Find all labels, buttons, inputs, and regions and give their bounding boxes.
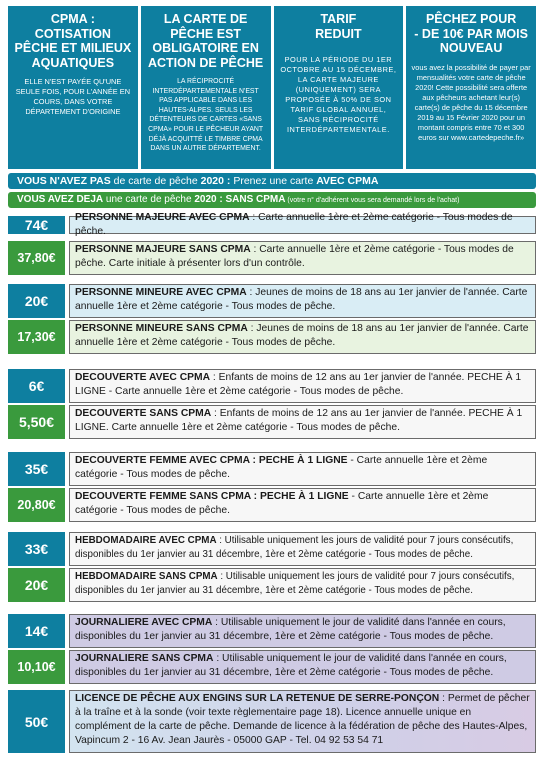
tariff-price: 33€: [8, 532, 65, 566]
tariff-price: 20€: [8, 568, 65, 602]
info-box-title: LA CARTE DE PÊCHE EST OBLIGATOIRE EN ACTION DE PÊCHE: [147, 12, 264, 70]
banner-sans-carte: [8, 173, 536, 189]
banner-strong: 2020 : SANS CPMA: [194, 194, 286, 205]
tariff-description: [69, 284, 536, 318]
tariff-title: PERSONNE MAJEURE AVEC CPMA: [75, 212, 250, 223]
tariff-title: DECOUVERTE SANS CPMA: [75, 408, 212, 419]
tariff-price: 5,50€: [8, 405, 65, 439]
tariff-text: : Jeunes de moins de 18 ans au 1er janvier de l'année. Carte annuelle 1ère et 2ème catégorie - Tous modes de pêche.: [75, 323, 529, 348]
tariff-description: [69, 488, 536, 522]
info-box-cpma: [8, 6, 138, 169]
tariff-row: [8, 284, 536, 318]
tariff-price: 14€: [8, 614, 65, 648]
banner-text: Prenez une carte: [230, 175, 317, 187]
tariff-description: [69, 241, 536, 275]
tariff-text: - Carte annuelle 1ère et 2ème catégorie - Tous modes de pêche.: [75, 491, 489, 516]
tariff-row: [8, 614, 536, 648]
tariff-description: [69, 690, 536, 753]
info-box-text: ELLE N'EST PAYÉE QU'UNE SEULE FOIS, POUR L'ANNÉE EN COURS, DANS VOTRE DÉPARTEMENT D'ORIGINE: [15, 77, 131, 116]
tariff-text: : Utilisable uniquement le jour de validité dans l'année en cours, disponibles du 1er janvier au 31 décembre, 1ère et 2ème catégorie - Tous modes de pêche.: [75, 617, 506, 642]
tariff-description: [69, 452, 536, 486]
info-box-text: LA RÉCIPROCITÉ INTERDÉPARTEMENTALE N'EST PAS APPLICABLE DANS LES HAUTES-ALPES. SEULS LES DÉTENTEURS DE CARTES «SANS CPMA» POUR LE PÊCHEUR AYANT DÉJÀ ACQUITTÉ LE TIMBRE CPMA DANS UN AUTRE DÉPARTEMENT.: [148, 78, 264, 153]
tariff-row: [8, 405, 536, 439]
tariff-price: 35€: [8, 452, 65, 486]
tariff-text: : Utilisable uniquement les jours de validité pour 7 jours consécutifs, disponibles du 1er janvier au 31 décembre, 1ère et 2ème catégorie - Tous modes de pêche.: [75, 571, 515, 596]
banner-avec-carte: [8, 192, 536, 208]
tariff-title: LICENCE DE PÊCHE AUX ENGINS SUR LA RETENUE DE SERRE-PONÇON: [75, 693, 440, 704]
tariff-title: HEBDOMADAIRE AVEC CPMA: [75, 535, 217, 546]
info-box-title: PÊCHEZ POUR - DE 10€ PAR MOIS NOUVEAU: [414, 12, 528, 55]
tariff-row: [8, 650, 536, 684]
banner-strong: 2020 :: [200, 175, 231, 187]
tariff-text: : Permet de pêcher à la traîne et à la sonde (voir texte règlementaire page 18). Licence annuelle unique en complément de la carte de pêche. Demande de licence à la fédération de pêche des Hautes-Alpes, Vapincum 2 - 16 Av. Jean Jaurès - 05000 GAP - Tel. 04 92 53 54 71: [75, 693, 530, 746]
tariff-row: [8, 320, 536, 354]
tariff-row: [8, 241, 536, 275]
tariff-row: [8, 452, 536, 486]
banner-note: (votre n° d'adhérent vous sera demandé lors de l'achat): [285, 197, 460, 204]
tariff-description: [69, 405, 536, 439]
tariff-text: : Carte annuelle 1ère et 2ème catégorie - Tous modes de pêche. Carte initiale à présenter lors d'un contrôle.: [75, 244, 514, 269]
banner-strong: VOUS AVEZ DEJA: [17, 194, 104, 205]
tariff-price: 6€: [8, 369, 65, 403]
banner-text: de carte de pêche: [110, 175, 201, 187]
tariff-title: JOURNALIERE AVEC CPMA: [75, 617, 213, 628]
tariff-row: [8, 212, 536, 237]
tariff-text: : Jeunes de moins de 18 ans au 1er janvier de l'année. Carte annuelle 1ère et 2ème catégorie - Tous modes de pêche.: [75, 287, 528, 312]
tariff-text: : Carte annuelle 1ère et 2ème catégorie - Tous modes de pêche.: [75, 212, 513, 237]
tariff-description: [69, 650, 536, 684]
info-box-title: TARIF REDUIT: [315, 12, 362, 41]
tariff-description: [69, 568, 536, 602]
tariff-row: [8, 568, 536, 602]
tariff-row: [8, 532, 536, 566]
tariff-description: [69, 320, 536, 354]
info-box-obligatoire: [141, 6, 271, 169]
tariff-title: PERSONNE MAJEURE SANS CPMA: [75, 244, 251, 255]
tariff-text: : Enfants de moins de 12 ans au 1er janvier de l'année. PECHE À 1 LIGNE. Carte annuelle 1ère et 2ème catégorie - Tous modes de pêche.: [75, 408, 523, 433]
tariff-row: [8, 488, 536, 522]
tariff-description: [69, 369, 536, 403]
tariff-price: 17,30€: [8, 320, 65, 354]
tariff-title: DECOUVERTE FEMME AVEC CPMA : PECHE À 1 LIGNE: [75, 455, 348, 466]
tariff-title: PERSONNE MINEURE SANS CPMA: [75, 323, 248, 334]
tariff-price: 74€: [8, 216, 65, 234]
tariff-title: JOURNALIERE SANS CPMA: [75, 653, 214, 664]
tariff-price: 10,10€: [8, 650, 65, 684]
tariff-description: [69, 614, 536, 648]
tariff-title: DECOUVERTE AVEC CPMA: [75, 372, 211, 383]
tariff-title: HEBDOMADAIRE SANS CPMA: [75, 571, 218, 582]
tariff-text: - Carte annuelle 1ère et 2ème catégorie - Tous modes de pêche.: [75, 455, 488, 480]
tariff-text: : Utilisable uniquement le jour de validité dans l'année en cours, disponibles du 1er janvier au 31 décembre, 1ère et 2ème catégorie - Tous modes de pêche.: [75, 653, 507, 678]
banner-strong: VOUS N'AVEZ PAS: [17, 175, 111, 187]
tariff-text: : Utilisable uniquement les jours de validité pour 7 jours consécutifs, disponibles du 1er janvier au 31 décembre, 1ère et 2ème catégorie - Tous modes de pêche.: [75, 535, 514, 560]
info-box-title: CPMA : COTISATION PÊCHE ET MILIEUX AQUATIQUES: [14, 12, 132, 70]
info-box-text: POUR LA PÉRIODE DU 1ER OCTOBRE AU 15 DÉCEMBRE, LA CARTE MAJEURE (UNIQUEMENT) SERA PROPOSÉE À 50% DE SON TARIF GLOBAL ANNUEL, SANS RÉCIPROCITÉ INTERDÉPARTEMENTALE.: [280, 55, 397, 134]
banner-text: une carte de pêche: [103, 194, 195, 205]
tariff-price: 50€: [8, 690, 65, 753]
tariff-price: 20€: [8, 284, 65, 318]
tariff-row: [8, 369, 536, 403]
info-box-tarif-reduit: [274, 6, 404, 169]
tariff-description: [69, 212, 536, 237]
tariff-row: [8, 690, 536, 753]
tariff-title: PERSONNE MINEURE AVEC CPMA: [75, 287, 247, 298]
info-boxes: [8, 6, 536, 169]
tariff-title: DECOUVERTE FEMME SANS CPMA : PECHE À 1 LIGNE: [75, 491, 349, 502]
info-box-mensualites: [406, 6, 536, 169]
tariff-price: 20,80€: [8, 488, 65, 522]
banner-strong: AVEC CPMA: [316, 175, 379, 187]
tariff-price: 37,80€: [8, 241, 65, 275]
tariff-text: : Enfants de moins de 12 ans au 1er janvier de l'année. PECHE À 1 LIGNE - Carte annuelle 1ère et 2ème catégorie - Tous modes de pêche.: [75, 372, 522, 397]
info-box-text: vous avez la possibilité de payer par mensualités votre carte de pêche 2020! Cette possibilité sera offerte aux pêcheurs achetant leur(s) carte(s) de pêche du 15 décembre 2019 au 15 Février 2020 pour un montant compris entre 70 et 300 euros sur www.cartedepeche.fr»: [411, 62, 531, 142]
tariff-description: [69, 532, 536, 566]
